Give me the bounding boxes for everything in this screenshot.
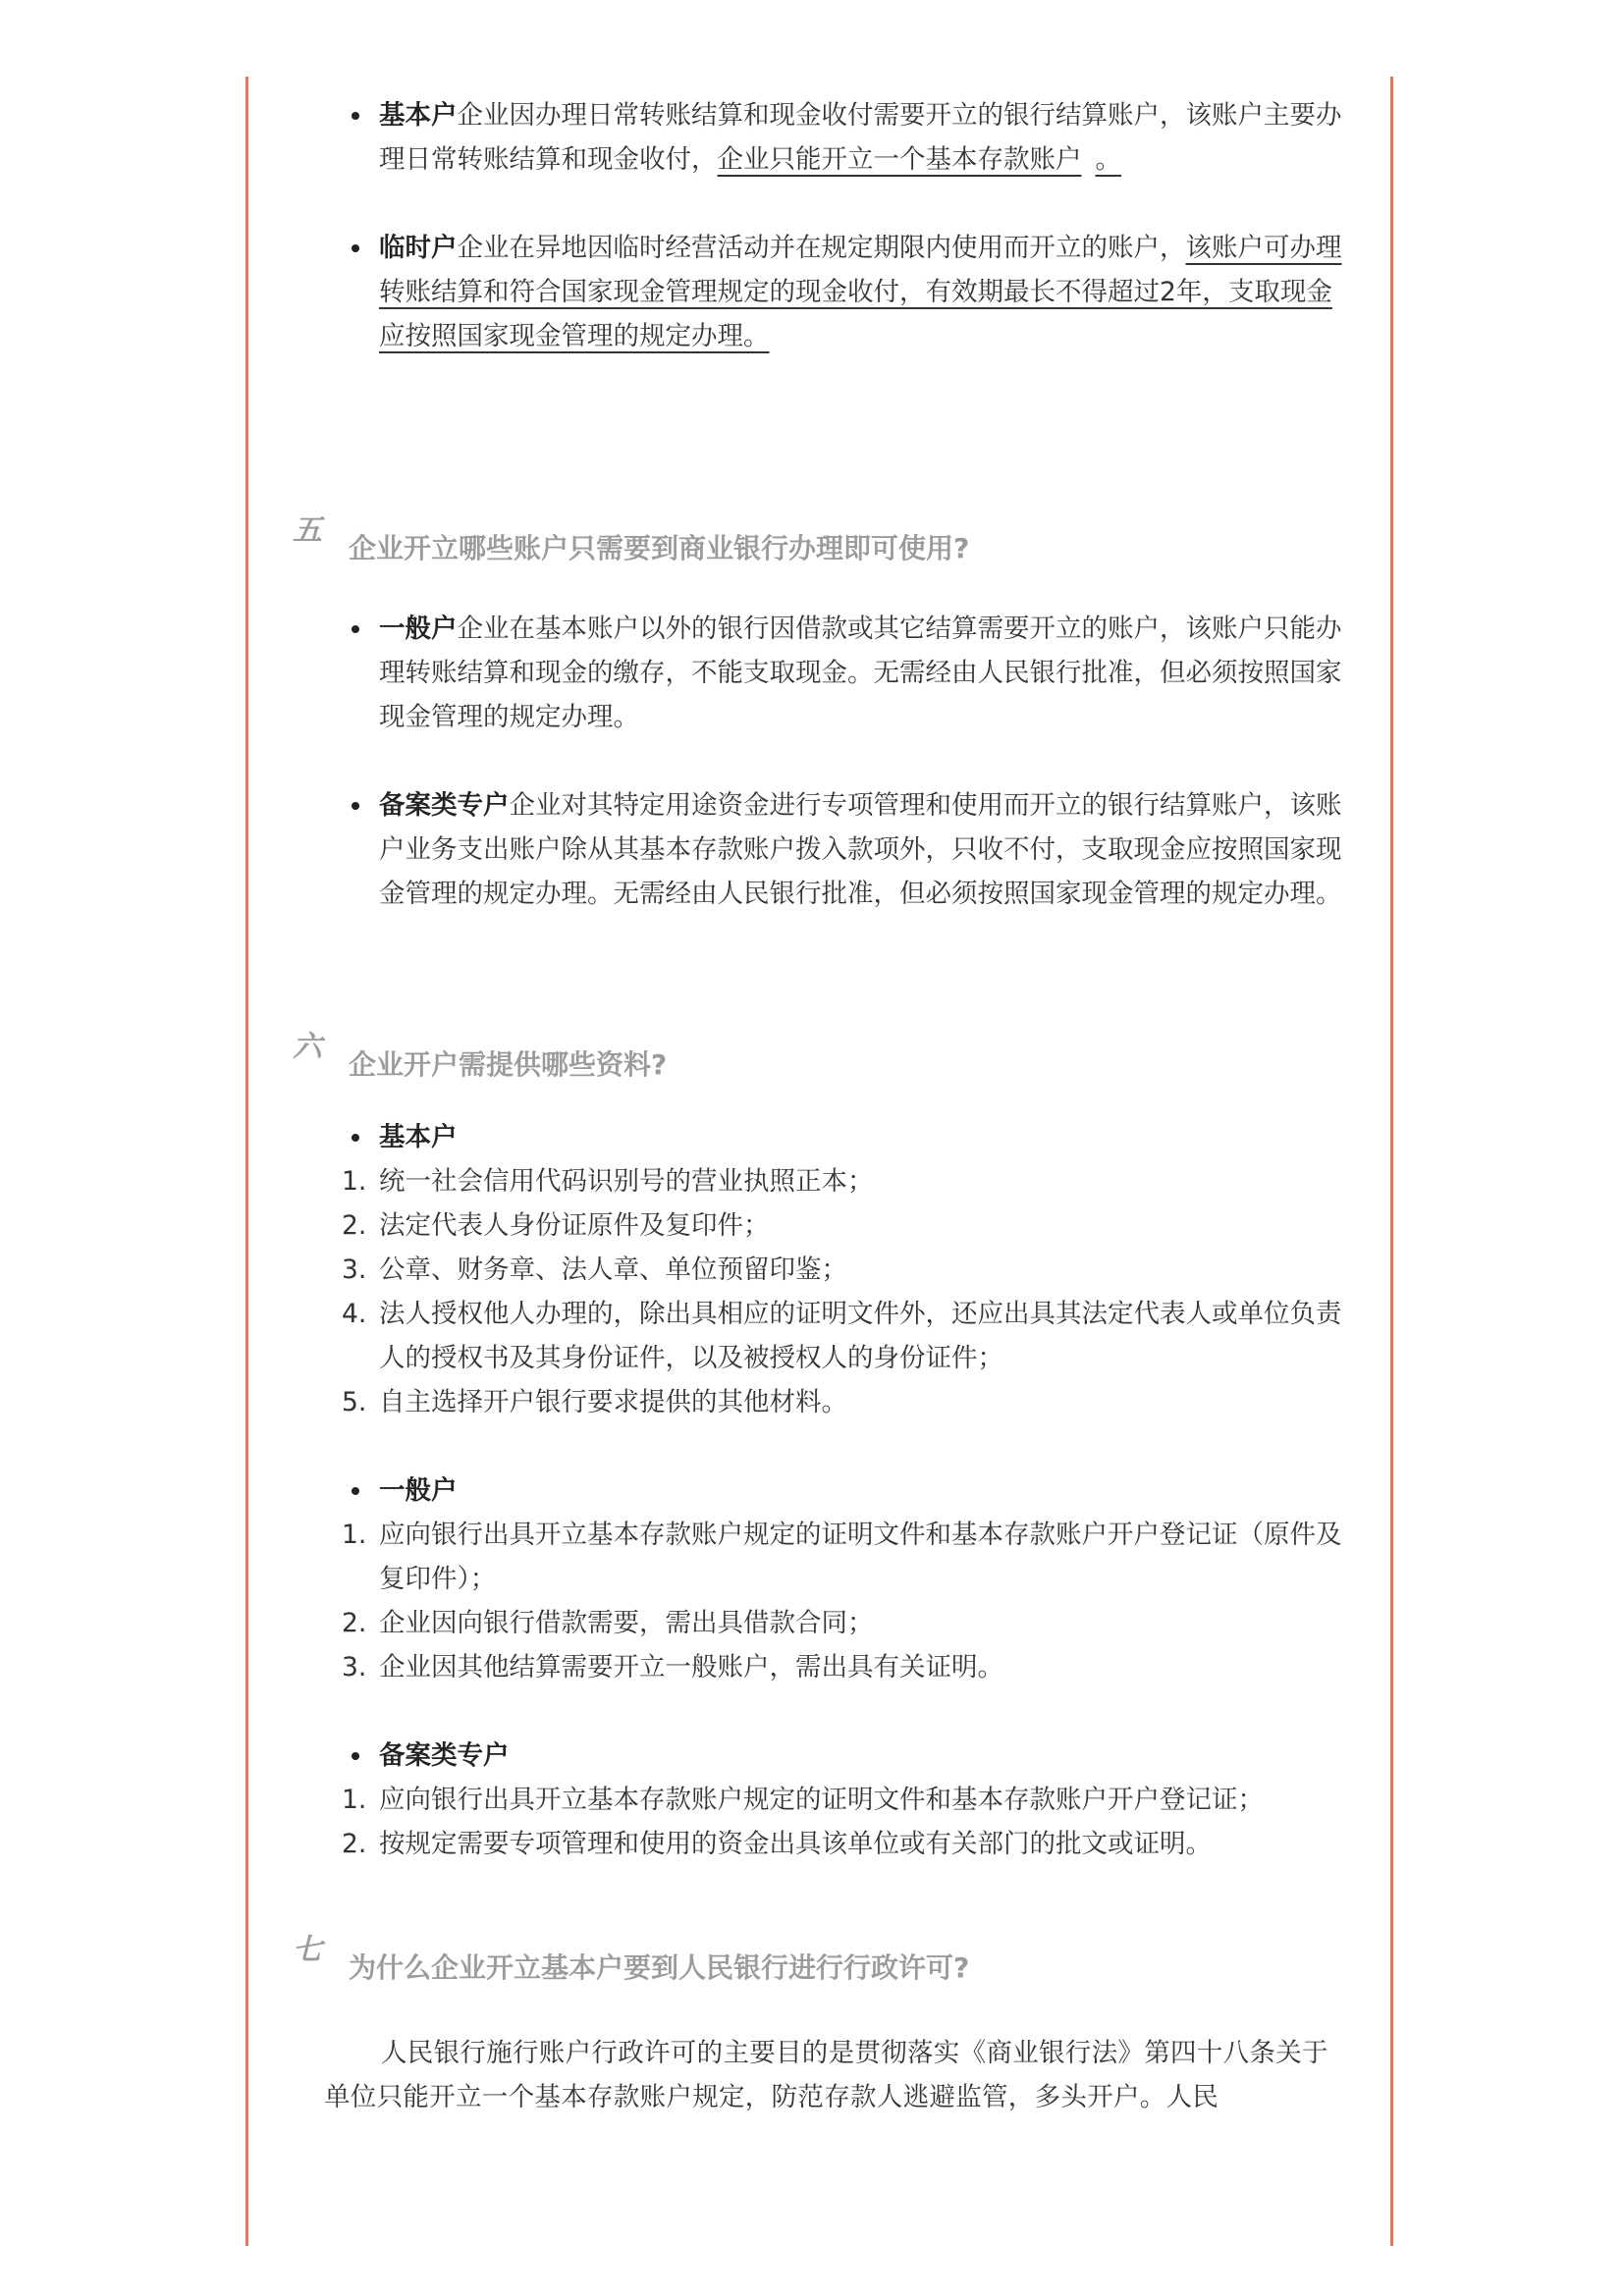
left-margin-rule (245, 77, 248, 2246)
section-title: 企业开户需提供哪些资料? (349, 1048, 668, 1081)
body-paragraph: 人民银行施行账户行政许可的主要目的是贯彻落实《商业银行法》第四十八条关于单位只能开立一个基本存款账户规定，防范存款人逃避监管，多头开户。人民 (324, 2038, 1328, 2112)
underlined-tail: 。 (1095, 144, 1121, 175)
group-heading-filing: 备案类专户 (324, 1734, 1345, 1778)
section-title: 企业开立哪些账户只需要到商业银行办理即可使用? (349, 532, 970, 564)
bullet-general-account (324, 607, 1345, 739)
underlined-text: 企业只能开立一个基本存款账户 (717, 144, 1082, 175)
item-text: 企业对其特定用途资金进行专项管理和使用而开立的银行结算账户，该账户业务支出账户除从其基本存款账户拨入款项外，只收不付，支取现金应按照国家现金管理的规定办理。无需经由人民银行批准，但必须按照国家现金管理的规定办理。 (379, 790, 1342, 909)
general-account-list (324, 1513, 1345, 1689)
section-six-header (293, 1022, 1345, 1091)
item-text: 企业在基本账户以外的银行因借款或其它结算需要开立的账户，该账户只能办理转账结算和现金的缴存，不能支取现金。无需经由人民银行批准，但必须按照国家现金管理的规定办理。 (379, 614, 1342, 732)
list-item: 1. 应向银行出具开立基本存款账户规定的证明文件和基本存款账户开户登记证； (342, 1785, 1264, 1815)
list-item: 3. 公章、财务章、法人章、单位预留印鉴； (342, 1255, 847, 1285)
list-item: 2. 按规定需要专项管理和使用的资金出具该单位或有关部门的批文或证明。 (342, 1829, 1212, 1859)
list-item: 3. 企业因其他结算需要开立一般账户，需出具有关证明。 (342, 1652, 1003, 1682)
list-item: 5. 自主选择开户银行要求提供的其他材料。 (342, 1387, 847, 1417)
item-text: 企业在异地因临时经营活动并在规定期限内使用而开立的账户， (457, 233, 1186, 263)
group-heading-general: 一般户 (324, 1468, 1345, 1513)
bullet-filing-account (324, 783, 1345, 916)
term-label: 临时户 (379, 233, 458, 263)
bullet-basic-account (324, 93, 1345, 182)
section-title: 为什么企业开立基本户要到人民银行进行行政许可? (349, 1951, 970, 1984)
term-label: 一般户 (379, 614, 458, 644)
term-label: 备案类专户 (379, 790, 510, 821)
list-item: 1. 统一社会信用代码识别号的营业执照正本； (342, 1166, 874, 1197)
section-seven-header (293, 1925, 1345, 1994)
filing-account-list (324, 1778, 1345, 1866)
underlined-text: 该账户可办理转账结算和符合国家现金管理规定的现金收付，有效期最长不得超过2年，支取现金应按照国家现金管理的规定办理。 (379, 233, 1342, 351)
section-number: 六 (293, 1030, 322, 1064)
section-number: 七 (293, 1933, 322, 1967)
list-item: 4. 法人授权他人办理的，除出具相应的证明文件外，还应出具其法定代表人或单位负责人的授权书及其身份证件，以及被授权人的身份证件； (342, 1299, 1342, 1373)
list-item: 2. 法定代表人身份证原件及复印件； (342, 1210, 770, 1241)
section-number: 五 (293, 513, 322, 548)
item-text: 企业因办理日常转账结算和现金收付需要开立的银行结算账户，该账户主要办理日常转账结算和现金收付， (379, 100, 1342, 175)
list-item: 2. 企业因向银行借款需要，需出具借款合同； (342, 1608, 874, 1638)
group-heading-basic: 基本户 (324, 1115, 1345, 1159)
content-column (293, 93, 1345, 2119)
bullet-temporary-account (324, 226, 1345, 358)
section-five-header (293, 506, 1345, 574)
basic-account-list (324, 1159, 1345, 1424)
term-label: 基本户 (379, 100, 458, 131)
list-item: 1. 应向银行出具开立基本存款账户规定的证明文件和基本存款账户开户登记证（原件及复印件）； (342, 1520, 1342, 1594)
right-margin-rule (1390, 77, 1393, 2246)
